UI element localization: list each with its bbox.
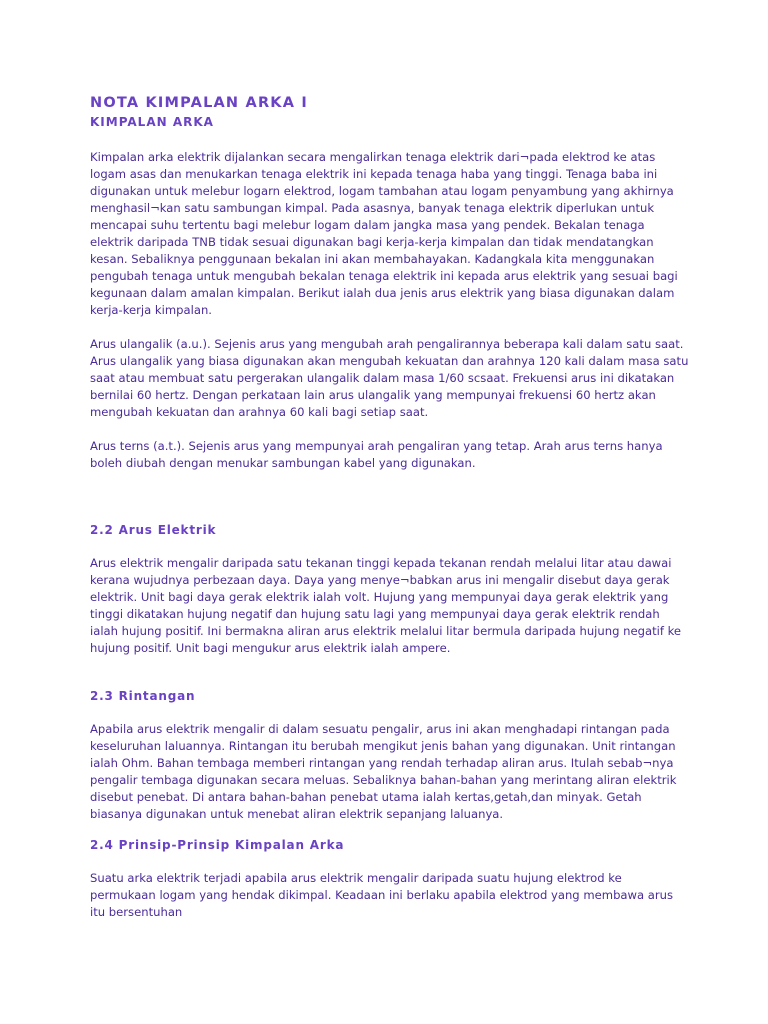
intro-paragraph: Kimpalan arka elektrik dijalankan secara mengalirkan tenaga elektrik dari¬pada elektrod ke atas logam asas dan menukarkan tenaga elektrik ini kepada tenaga haba yang tinggi. Tenaga baba ini digunakan untuk melebur logarn elektrod, logam tambahan atau logam penyambung yang akhirnya menghasil¬kan satu sambungan kimpal. Pada asasnya, banyak tenaga elektrik diperlukan untuk mencapai suhu tertentu bagi melebur logam dalam jangka masa yang pendek. Bekalan tenaga elektrik daripada TNB tidak sesuai digunakan bagi kerja-kerja kimpalan dan tidak mendatangkan kesan. Sebaliknya penggunaan bekalan ini akan membahayakan. Kadangkala kita menggunakan pengubah tenaga untuk mengubah bekalan tenaga elektrik ini kepada arus elektrik yang sesuai bagi kegunaan dalam amalan kimpalan. Berikut ialah dua jenis arus elektrik yang biasa digunakan dalam kerja-kerja kimpalan. — [90, 150, 678, 317]
section-heading: 2.2 Arus Elektrik — [90, 523, 217, 537]
section-heading: 2.4 Prinsip-Prinsip Kimpalan Arka — [90, 838, 345, 852]
document-page — [90, 94, 690, 921]
intro-paragraph: Arus terns (a.t.). Sejenis arus yang mempunyai arah pengaliran yang tetap. Arah arus terns hanya boleh diubah dengan menukar sambungan kabel yang digunakan. — [90, 439, 663, 470]
section-body: Apabila arus elektrik mengalir di dalam sesuatu pengalir, arus ini akan menghadapi rintangan pada keseluruhan laluannya. Rintangan itu berubah mengikut jenis bahan yang digunakan. Unit rintangan ialah Ohm. Bahan tembaga memberi rintangan yang rendah terhadap aliran arus. Itulah sebab¬nya pengalir tembaga digunakan secara meluas. Sebaliknya bahan-bahan yang merintang aliran elektrik disebut penebat. Di antara bahan-bahan penebat utama ialah kertas,getah,dan minyak. Getah biasanya digunakan untuk menebat aliran elektrik sepanjang laluanya. — [90, 722, 677, 821]
document-title: NOTA KIMPALAN ARKA I — [90, 95, 309, 111]
section-body: Arus elektrik mengalir daripada satu tekanan tinggi kepada tekanan rendah melalui litar atau dawai kerana wujudnya perbezaan daya. Daya yang menye¬babkan arus ini mengalir disebut daya gerak elektrik. Unit bagi daya gerak elektrik ialah volt. Hujung yang mempunyai daya gerak elektrik yang tinggi dikatakan hujung negatif dan hujung satu lagi yang mempunyai daya gerak elektrik rendah ialah hujung positif. Ini bermakna aliran arus elektrik melalui litar bermula daripada hujung negatif ke hujung positif. Unit bagi mengukur arus elektrik ialah ampere. — [90, 556, 682, 655]
section-heading: 2.3 Rintangan — [90, 689, 196, 703]
document-subtitle: KIMPALAN ARKA — [90, 115, 214, 129]
section-body: Suatu arka elektrik terjadi apabila arus elektrik mengalir daripada suatu hujung elektrod ke permukaan logam yang hendak dikimpal. Keadaan ini berlaku apabila elektrod yang membawa arus itu bersentuhan — [90, 871, 674, 919]
intro-paragraph: Arus ulangalik (a.u.). Sejenis arus yang mengubah arah pengalirannya beberapa kali dalam satu saat. Arus ulangalik yang biasa digunakan akan mengubah kekuatan dan arahnya 120 kali dalam masa satu saat atau membuat satu pergerakan ulangalik dalam masa 1/60 scsaat. Frekuensi arus ini dikatakan bernilai 60 hertz. Dengan perkataan lain arus ulangalik yang mempunyai frekuensi 60 hertz akan mengubah kekuatan dan arahnya 60 kali bagi setiap saat. — [90, 337, 689, 419]
